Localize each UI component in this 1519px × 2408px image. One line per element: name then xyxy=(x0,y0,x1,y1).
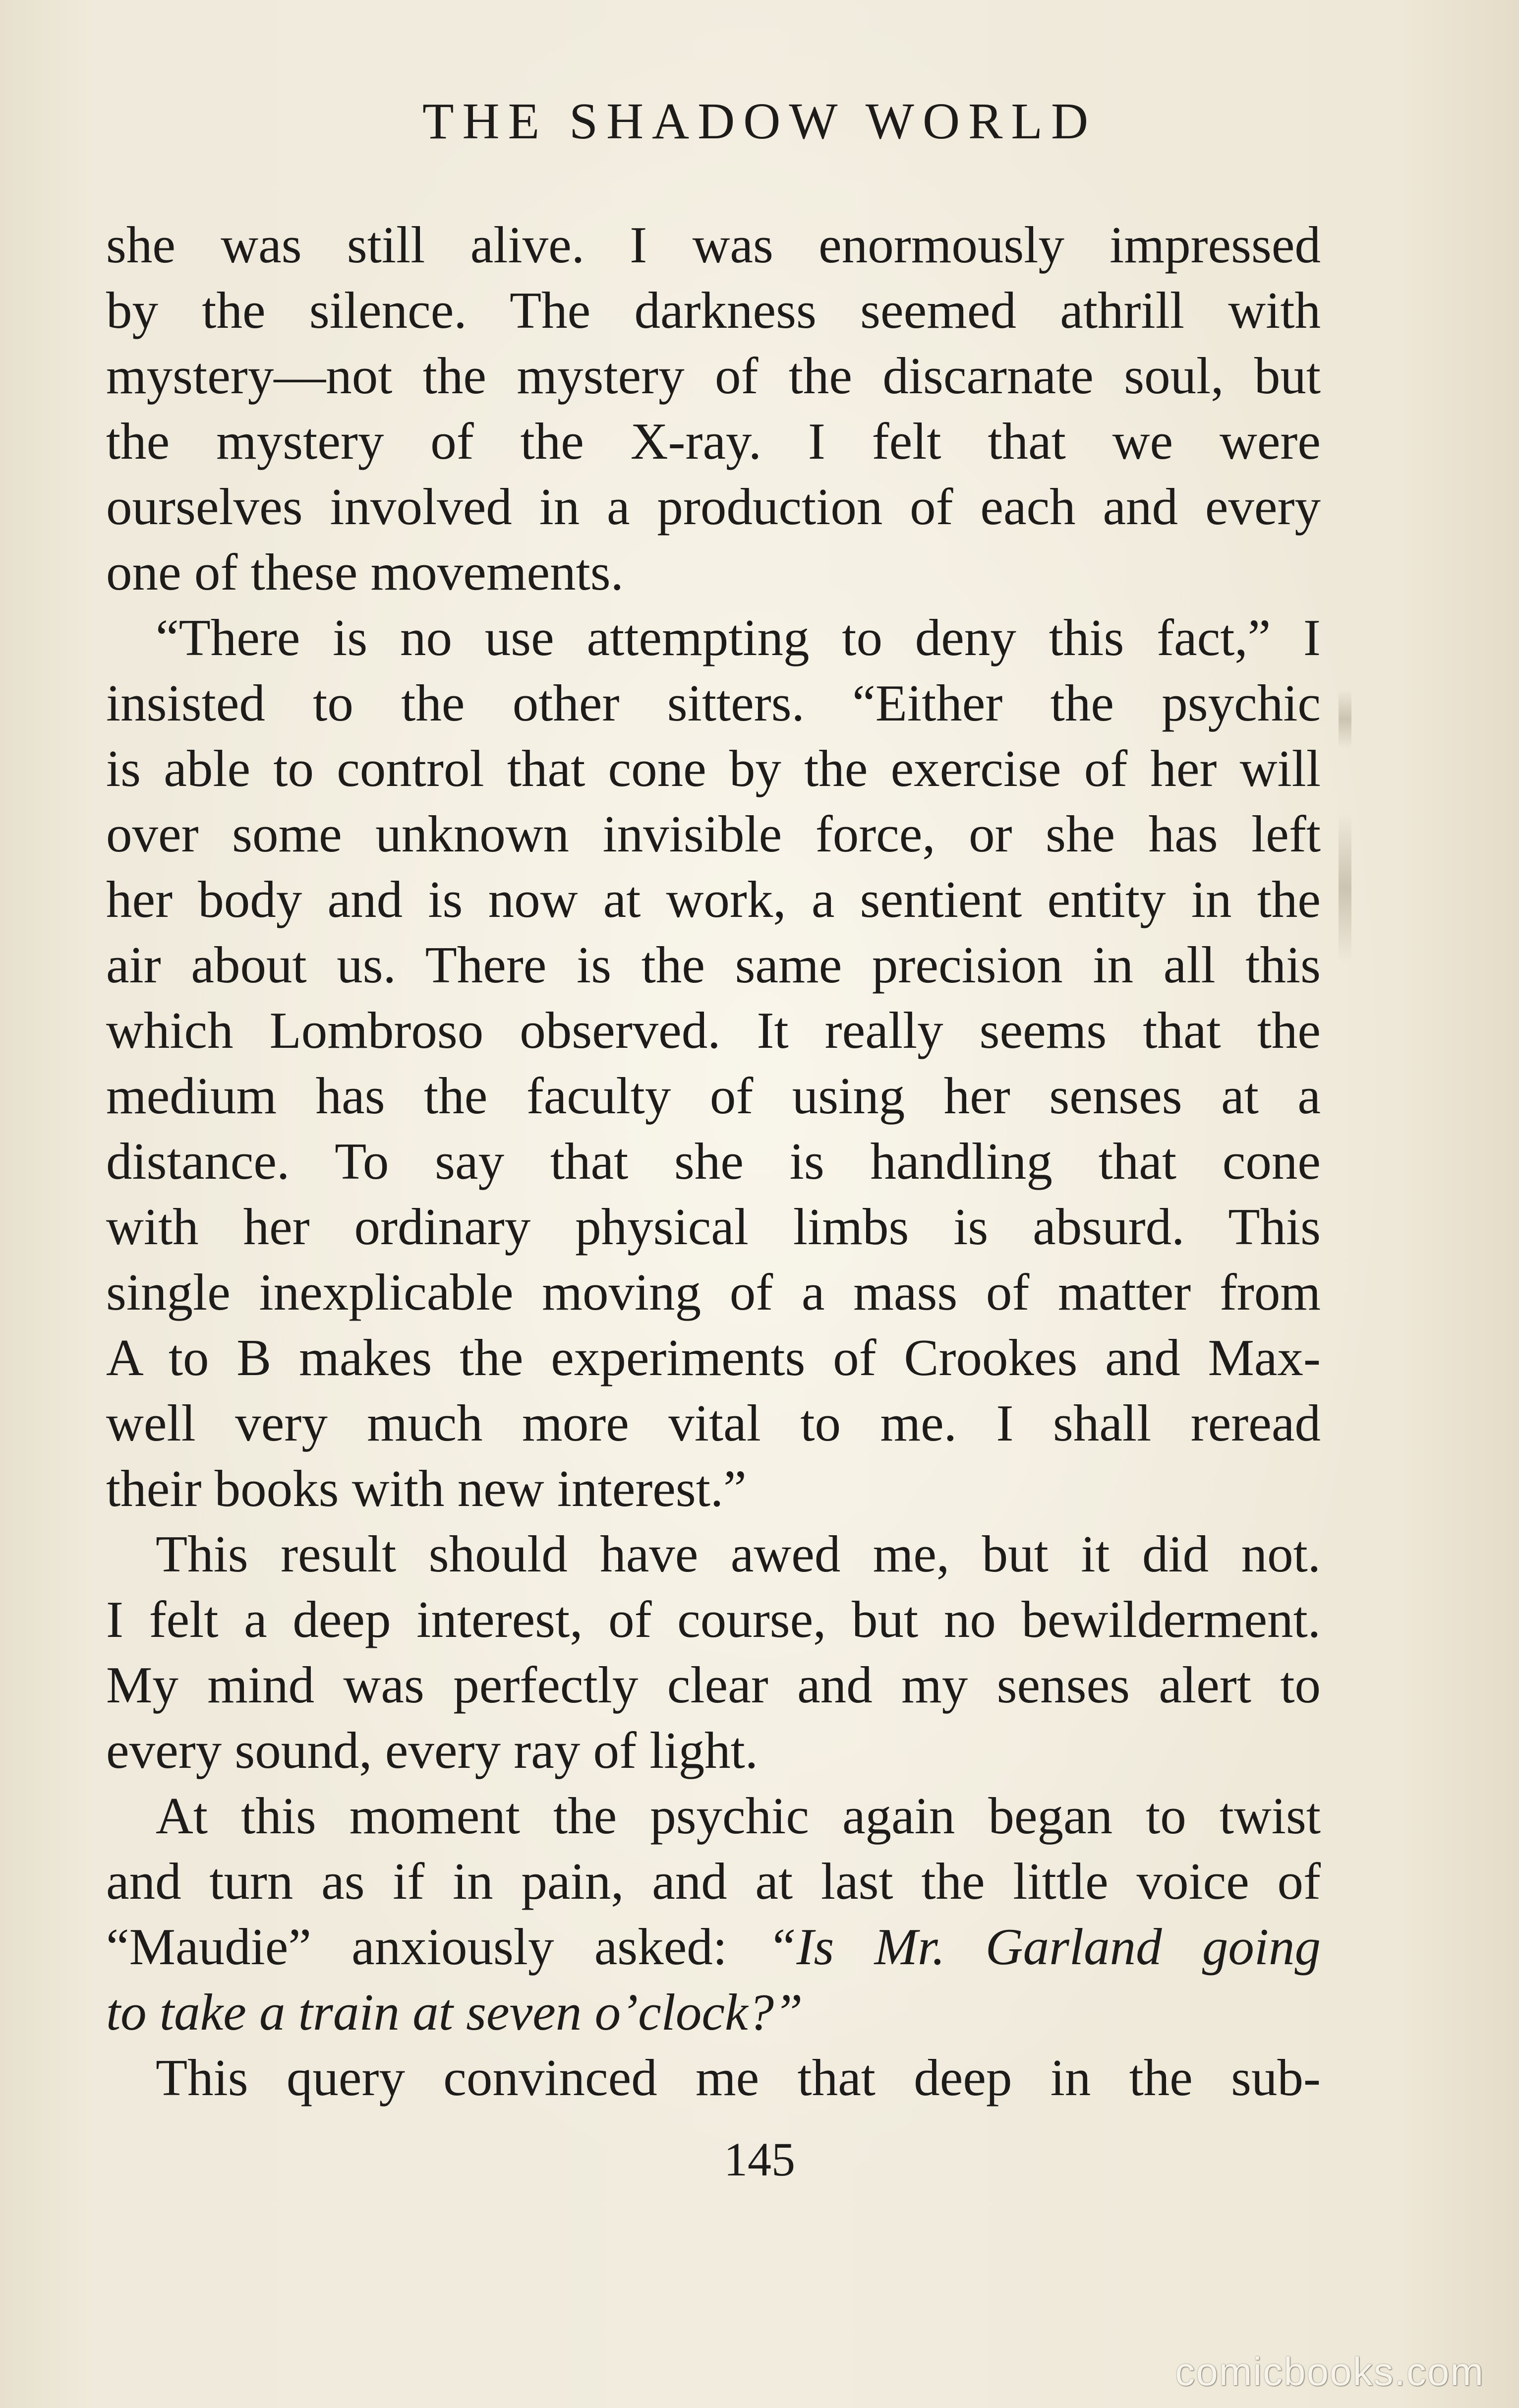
margin-mark xyxy=(1339,689,1351,749)
text-line: with her ordinary physical limbs is absurd. This xyxy=(106,1198,1321,1256)
text-line: well very much more vital to me. I shall reread xyxy=(106,1394,1321,1452)
text-line: she was still alive. I was enormously impressed xyxy=(106,216,1321,274)
text-line: every sound, every ray of light. xyxy=(106,1721,759,1779)
text-line: air about us. There is the same precision in all this xyxy=(106,936,1321,994)
text-line: This query convinced me that deep in the sub- xyxy=(156,2048,1321,2107)
text-line: This result should have awed me, but it did not. xyxy=(156,1525,1321,1583)
text-line: A to B makes the experiments of Crookes and Max- xyxy=(106,1328,1321,1386)
text-line: the mystery of the X-ray. I felt that we were xyxy=(106,412,1321,470)
text-line-mixed xyxy=(106,1914,1321,1980)
page-number: 145 xyxy=(724,2133,795,2186)
text-line: by the silence. The darkness seemed athrill with xyxy=(106,281,1321,339)
text-line: their books with new interest.” xyxy=(106,1459,747,1517)
text-line: her body and is now at work, a sentient entity in the xyxy=(106,870,1321,928)
text-line: “There is no use attempting to deny this fact,” I xyxy=(156,608,1321,666)
text-line: My mind was perfectly clear and my senses alert to xyxy=(106,1656,1321,1714)
text-line: At this moment the psychic again began to twist xyxy=(156,1787,1321,1845)
text-line: distance. To say that she is handling that cone xyxy=(106,1132,1321,1190)
text-line: which Lombroso observed. It really seems that the xyxy=(106,1001,1321,1059)
watermark: comicbooks.com xyxy=(1175,2349,1484,2394)
text-italic: “Is Mr. Garland going xyxy=(767,1918,1321,1976)
text-line: is able to control that cone by the exercise of her will xyxy=(106,739,1321,797)
text-line: mystery—not the mystery of the discarnate soul, but xyxy=(106,347,1321,405)
text-line: and turn as if in pain, and at last the little voice of xyxy=(106,1852,1321,1910)
text-line: I felt a deep interest, of course, but no bewilderment. xyxy=(106,1590,1321,1648)
margin-mark xyxy=(1339,813,1351,962)
text-line: to take a train at seven o’clock?” xyxy=(106,1983,803,2041)
text-line: one of these movements. xyxy=(106,543,624,601)
text-line: medium has the faculty of using her senses at a xyxy=(106,1067,1321,1125)
text-line: insisted to the other sitters. “Either the psychic xyxy=(106,674,1321,732)
text-line: ourselves involved in a production of each and every xyxy=(106,478,1321,536)
text-line: over some unknown invisible force, or she has left xyxy=(106,805,1321,863)
running-head: THE SHADOW WORLD xyxy=(422,93,1097,150)
text-line: single inexplicable moving of a mass of matter from xyxy=(106,1263,1321,1321)
body-text xyxy=(106,212,1321,2110)
text-roman: “Maudie” anxiously asked: xyxy=(106,1918,768,1976)
